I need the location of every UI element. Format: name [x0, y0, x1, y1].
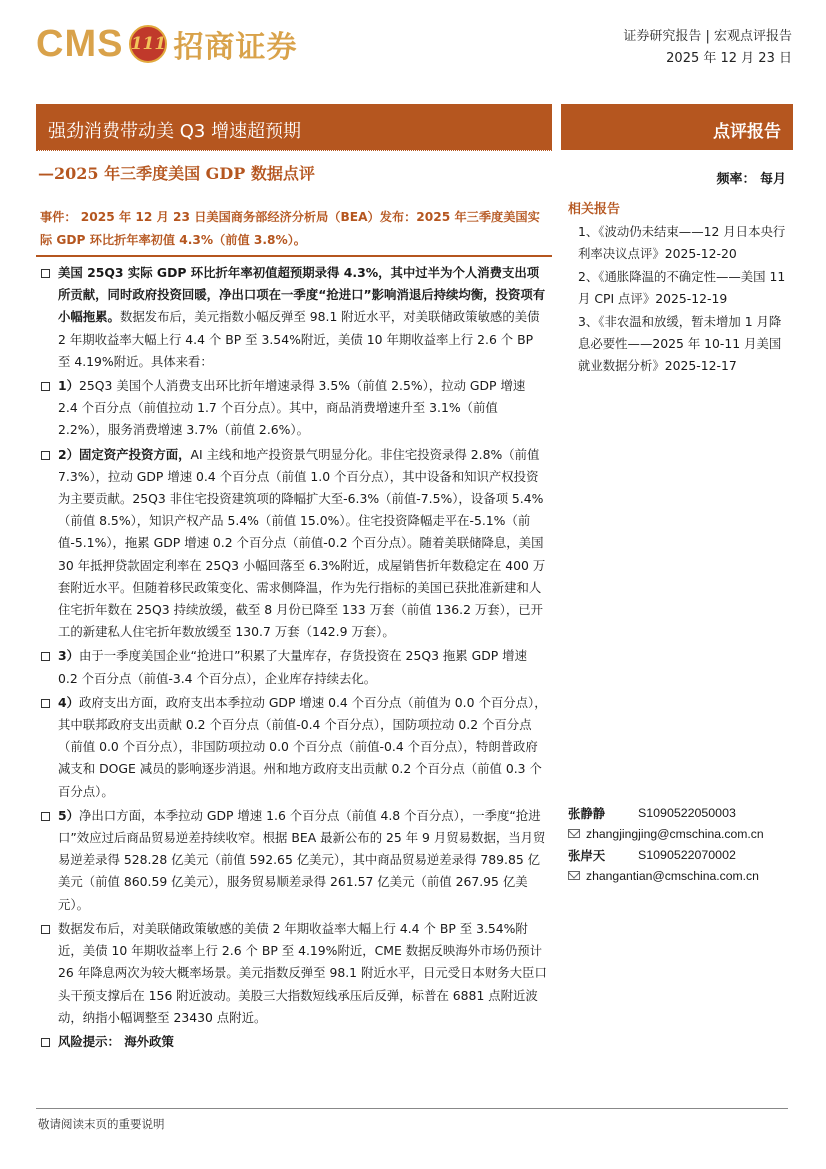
bullet-box-icon	[41, 451, 50, 460]
analyst-email[interactable]: zhangjingjing@cmschina.com.cn	[586, 826, 764, 841]
related-report-link[interactable]: 1、《波动仍未结束——12 月日本央行利率决议点评》2025-12-20	[578, 224, 786, 262]
report-type-bar	[561, 104, 793, 150]
title-divider	[36, 150, 552, 158]
footer-divider	[36, 1108, 788, 1109]
report-body	[40, 262, 548, 1055]
report-title-bar	[36, 104, 552, 150]
analyst-license-id: S1090522070002	[638, 847, 736, 862]
report-title: 强劲消费带动美 Q3 增速超预期	[48, 121, 302, 142]
related-reports	[568, 198, 790, 378]
body-paragraph	[40, 645, 548, 689]
paragraph-text: 数据发布后，美元指数小幅反弹至 98.1 附近水平，对美联储政策敏感的美债 2 年期收益率大幅上行 4.4 个 BP 至 3.54%附近，美债 10 年期收益率上行 2.6 个 BP 至 4.19%附近。具体来看：	[58, 309, 540, 369]
bullet-box-icon	[41, 812, 50, 821]
analyst-info	[568, 802, 790, 886]
related-reports-list	[568, 221, 790, 378]
analyst-row	[568, 802, 790, 823]
paragraph-text: 净出口方面，本季拉动 GDP 增速 1.6 个百分点（前值 4.8 个百分点），一季度“抢进口”效应过后商品贸易逆差持续收窄。根据 BEA 最新公布的 25 年 9 月贸易数据，当月贸易逆差录得 528.28 亿美元（前值 592.65 亿美元），其中商品贸易逆差录得 789.85 亿美元（前值 860.59 亿美元），服务贸易顺差录得 261.57 亿美元（前值 267.95 亿美元）。	[58, 807, 546, 912]
bullet-box-icon	[41, 269, 50, 278]
related-report-link[interactable]: 3、《非农温和放缓，暂未增加 1 月降息必要性——2025 年 10-11 月美国就业数据分析》2025-12-17	[578, 313, 782, 374]
analyst-email-row[interactable]	[568, 823, 790, 844]
paragraph-text: 政府支出方面，政府支出本季拉动 GDP 增速 0.4 个百分点（前值为 0.0 个百分点），其中联邦政府支出贡献 0.2 个百分点（前值-0.4 个百分点），国防项拉动 0.2 个百分点（前值 0.0 个百分点），非国防项拉动 0.0 个百分点（前值-0.4 个百分点），特朗普政府减支和 DOGE 减员的影响逐步消退。州和地方政府支出贡献 0.2 个百分点（前值 0.3 个百分点）。	[58, 694, 547, 799]
paragraph-lead: 4）	[58, 694, 80, 710]
analyst-name: 张岸天	[568, 847, 606, 863]
analyst-email-row[interactable]	[568, 865, 790, 886]
paragraph-text: 数据发布后，对美联储政策敏感的美债 2 年期收益率大幅上行 4.4 个 BP 至 3.54%附近，美债 10 年期收益率上行 2.6 个 BP 至 4.19%附近，CME 数据反映海外市场仍预计 26 年降息两次为较大概率场景。美元指数反弹至 98.1 附近水平，日元受日本财务大臣口头干预支撑后在 156 附近波动。美股三大指数短线承压后反弹，标普在 6881 点附近波动，纳指小幅调整至 23430 点附近。	[58, 920, 547, 1025]
body-paragraph	[40, 375, 548, 442]
bullet-box-icon	[41, 699, 50, 708]
mail-icon	[568, 829, 580, 838]
mail-icon	[568, 871, 580, 880]
paragraph-text: 25Q3 美国个人消费支出环比折年增速录得 3.5%（前值 2.5%），拉动 GDP 增速 2.4 个百分点（前值拉动 1.7 个百分点）。其中，商品消费增速升至 3.1%（前值 2.2%），服务消费增速 3.7%（前值 2.6%）。	[58, 378, 526, 438]
body-paragraph	[40, 805, 548, 916]
paragraph-lead: 5）	[58, 807, 80, 823]
event-summary: 事件： 2025 年 12 月 23 日美国商务部经济分析局（BEA）发布：2025 年三季度美国实际 GDP 环比折年率初值 4.3%（前值 3.8%）。	[40, 210, 540, 247]
paragraph-text: 由于一季度美国企业“抢进口”积累了大量库存，存货投资在 25Q3 拖累 GDP 增速 0.2 个百分点（前值-3.4 个百分点），企业库存持续去化。	[58, 648, 527, 686]
report-subtitle: —2025 年三季度美国 GDP 数据点评	[38, 164, 315, 183]
footer-note: 敬请阅读末页的重要说明	[38, 1117, 165, 1131]
logo-cms-text: CMS	[36, 22, 124, 65]
risk-warning-text: 风险提示： 海外政策	[58, 1033, 174, 1049]
related-report-link[interactable]: 2、《通胀降温的不确定性——美国 11 月 CPI 点评》2025-12-19	[578, 268, 786, 307]
bullet-box-icon	[41, 652, 50, 661]
report-date: 2025 年 12 月 23 日	[666, 51, 792, 66]
paragraph-lead: 3）	[58, 648, 80, 664]
report-header-info	[623, 26, 792, 70]
report-category: 证券研究报告 | 宏观点评报告	[623, 29, 792, 44]
analyst-email[interactable]: zhangantian@cmschina.com.cn	[586, 868, 759, 883]
report-frequency: 频率： 每月	[716, 172, 786, 187]
paragraph-lead: 2）固定资产投资方面，	[58, 446, 191, 462]
paragraph-text: AI 主线和地产投资景气明显分化。非住宅投资录得 2.8%（前值 7.3%），拉动 GDP 增速 0.4 个百分点（前值 1.0 个百分点），其中设备和知识产权投资为主要贡献。25Q3 非住宅投资建筑项的降幅扩大至-6.3%（前值-7.5%），设备项 5.4%（前值 8.5%），知识产权产品 5.4%（前值 15.0%）。住宅投资降幅走平在-5.1%（前值-5.1%），拖累 GDP 增速 0.2 个百分点（前值-0.2 个百分点）。随着美联储降息，美国 30 年抵押贷款固定利率在 25Q3 小幅回落至 6.3%附近，成屋销售折年数稳定在 400 万套附近水平。但随着移民政策变化、需求侧降温，作为先行指标的美国已获批准新建和人住宅折年数在 25Q3 持续放缓，截至 8 月份已降至 133 万套（前值 136.2 万套），已开工的新建私人住宅折年数放缓至 130.7 万套（142.9 万套）。	[58, 446, 546, 640]
logo-badge-icon: 111	[129, 25, 167, 63]
bullet-box-icon	[41, 382, 50, 391]
report-type: 点评报告	[713, 122, 781, 142]
company-logo	[36, 22, 297, 66]
analyst-row	[568, 844, 790, 865]
body-paragraph	[40, 692, 548, 803]
bullet-box-icon	[41, 1038, 50, 1047]
event-divider	[36, 255, 552, 257]
analyst-name: 张静静	[568, 805, 606, 821]
body-paragraph	[40, 262, 548, 373]
body-paragraph	[40, 444, 548, 644]
bullet-box-icon	[41, 925, 50, 934]
logo-company-name: 招商证券	[173, 30, 298, 65]
paragraph-lead: 1）	[58, 378, 80, 394]
analyst-license-id: S1090522050003	[638, 805, 736, 820]
body-paragraph	[40, 918, 548, 1029]
risk-warning	[40, 1031, 548, 1053]
related-reports-title: 相关报告	[568, 202, 621, 217]
paragraph-lead: 美国 25Q3 实际 GDP 环比折年率初值超预期录得 4.3%，其中过半为个人消费支出项所贡献，同时政府投资回暖，净出口项在一季度“抢进口”影响消退后持续均衡，投资项有小幅拖累。	[58, 265, 546, 325]
